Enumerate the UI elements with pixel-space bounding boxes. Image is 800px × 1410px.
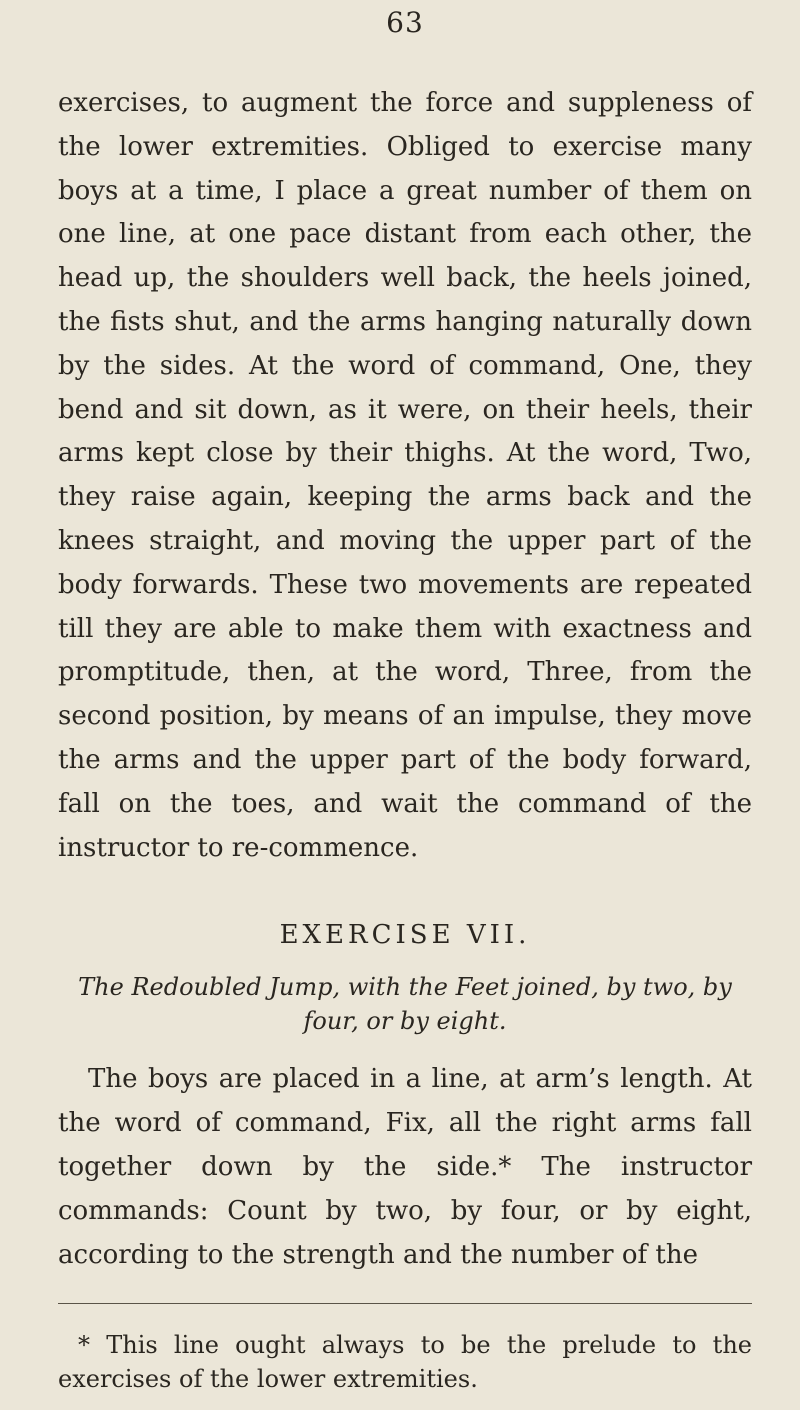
footnote-divider: [58, 1303, 752, 1304]
paragraph-body-1: exercises, to augment the force and suppleness of the lower extremities. Obliged to exercise many boys at a time, I place a great number of them on one line, at one pace distant from each other, the head up, the shoulders well back, the heels joined, the fists shut, and the arms hanging naturally down by the sides. At the word of command, One, they bend and sit down, as it were, on their heels, their arms kept close by their thighs. At the word, Two, they raise again, keeping the arms back and the knees straight, and moving the upper part of the body forwards. These two movements are repeated till they are able to make them with exactness and promptitude, then, at the word, Three, from the second position, by means of an impulse, they move the arms and the upper part of the body forward, fall on the toes, and wait the command of the instructor to re-commence.: [58, 88, 752, 863]
page-number: 63: [386, 6, 424, 39]
footnote: * This line ought always to be the prelude to the exercises of the lower extremities.: [58, 1331, 752, 1394]
paragraph-body-2: The boys are placed in a line, at arm’s length. At the word of command, Fix, all the right arms fall together down by the side.* The instructor commands: Count by two, by four, or by eight, according to the strength and the number of the: [58, 1064, 752, 1270]
exercise-heading: EXERCISE VII.: [279, 920, 531, 951]
exercise-subtitle: The Redoubled Jump, with the Feet joined, by two, by four, or by eight.: [78, 973, 732, 1036]
